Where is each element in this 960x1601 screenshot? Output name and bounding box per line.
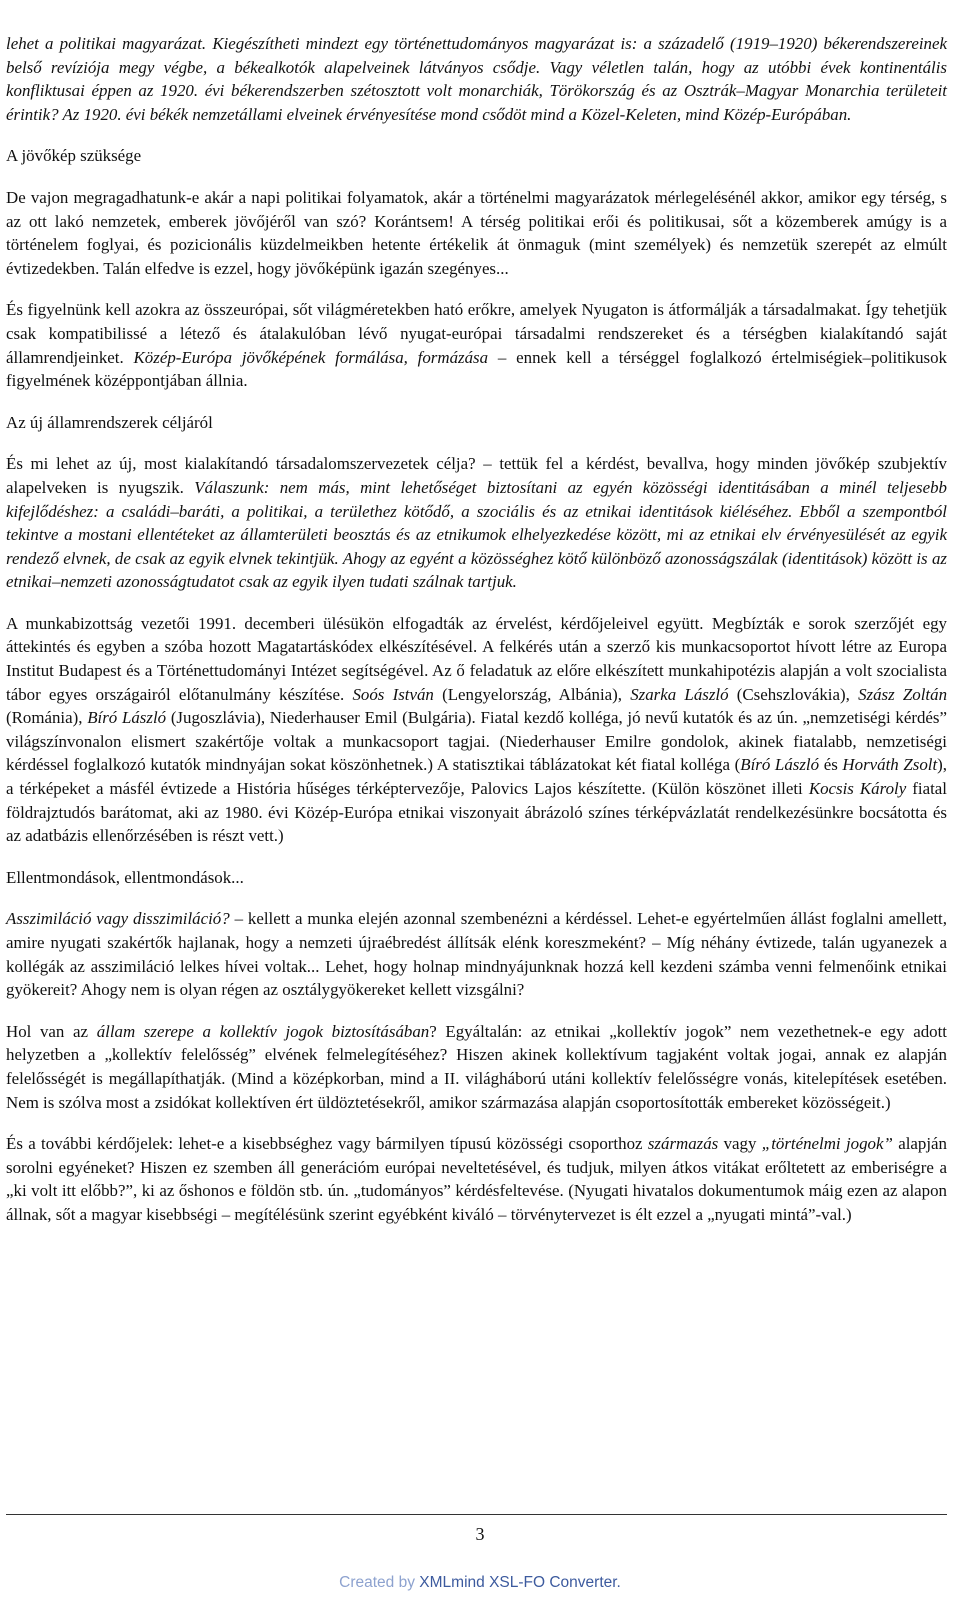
section-heading-contradictions: Ellentmondások, ellentmondások... [6,867,244,887]
person-name: Soós István [352,684,434,704]
paragraph-europe [6,298,947,392]
paragraph-future: De vajon megragadhatunk-e akár a napi politikai folyamatok, akár a történelmi magyarázatok mérlegelésénél akkor, amikor egy térség, s az ott lakó nemzetek, emberek jövőjéről van szó? Korántsem! A térség politikai erői és politikusai, sőt a közemberek amúgy is a történelem foglyai, és pozicionális küzdelmeikben hetente értékelik át önmaguk (mint személyek) és nemzetük szerepét az elmúlt évtizedekben. Talán elfedve is ezzel, hogy jövőképünk igazán szegényes... [6,187,947,278]
paragraph-goals [6,452,947,594]
text-span: – ennek kell a térséggel foglalkozó értelmiségiek–politikusok figyelmének középpontjában állnia. [6,347,947,391]
person-name: Bíró László [740,755,820,775]
emphasis-span: származás [647,1134,719,1154]
person-name: Bíró László [87,708,167,728]
paragraph-collective-rights [6,1020,947,1114]
section-heading-goals: Az új államrendszerek céljáról [6,412,213,432]
paragraph-further-questions [6,1132,947,1226]
paragraph-committee [6,612,947,848]
emphasis-span: Asszimiláció vagy disszimiláció? [6,909,230,929]
text-span: A munkabizottság vezetői 1991. decemberi ülésükön elfogadták az érvelést, kérdőjeleivel együtt. Megbízták e sorok szerzőjét egy áttekintés és egyben a szóba hozott Magatartáskódex elkészítésével. A felkérés után a szerző kis munkacsoportot hívott létre az Europa Institut Budapest és a Történettudományi Intézet segítségével. Az ő feladatuk az előre elkészített munkahipotézis alapján a volt szocialista tábor egyes országairól előtanulmány készítése. [6,613,947,704]
converter-watermark [0,1574,960,1592]
text-span: Hol van az [6,1021,89,1041]
text-span: És figyelnünk kell azokra az összeurópai, sőt világméretekben ható erőkre, amelyek Nyugaton is átformálják a társadalmakat. Így tehetjük csak kompatibilissé a létező és átalakulóban lévő nyugat-európai társadalmi rendszereket és a térségben kialakítandó saját államrendjeinket. [6,300,947,367]
paragraph-assimilation [6,907,947,1001]
text-span: (Románia), [6,708,83,728]
footer-divider [6,1514,947,1515]
converter-suffix: XSL-FO Converter. [489,1574,621,1591]
person-name: Szarka László [630,684,729,704]
text-span: (Csehszlovákia), [736,684,850,704]
converter-brand: XMLmind [419,1574,485,1591]
text-span: És a további kérdőjelek: lehet-e a kisebbséghez vagy bármilyen típusú közösségi csoporthoz [6,1134,643,1154]
emphasis-span: Válaszunk: nem más, mint lehetőséget biztosítani az egyén közösségi identitásában a minél teljesebb kifejlődéshez: a családi–baráti, a politikai, a területhez kötődő, a szociális és az etnikai identitások kiéléséhez. Ebből a szempontból tekintve a mostani ellentéteket az államterületi beosztás és az etnikumok elhelyezkedése között, mi az etnikai elv érvényesülését az egyik rendező elvnek, de csak az egyik elvnek tekintjük. Ahogy az egyént a közösséghez kötő különböző azonosságszálak (identitások) között is az etnikai–nemzeti azonosságtudatot csak az egyik ilyen tudati szálnak tartjuk. [6,477,948,592]
emphasis-span: állam szerepe a kollektív jogok biztosításában [96,1021,430,1041]
text-span: és [823,755,838,775]
emphasis-span: „történelmi jogok” [761,1134,893,1154]
text-span: alapján sorolni egyéneket? Hiszen ez szemben áll generációm európai neveltetésével, és tudjuk, milyen átkos vitákat erőltetett az emberiségre a „ki volt itt előbb?”, ki az őshonos e földön stb. ún. „tudományos” kérdésfeltevése. (Nyugati hivatalos dokumentumok máig ezen az alapon állnak, sőt a magyar kisebbségi – megítélésünk szerint egyébként kiváló – törvénytervezet is élt ezzel a „nyugati mintá”-val.) [6,1134,947,1224]
page-number: 3 [475,1524,485,1544]
text-span: – kellett a munka elején azonnal szembenézni a kérdéssel. Lehet-e egyértelműen állást foglalni amellett, amire nyugati szakértők hajlanak, hogy a nemzeti újraébredést állítsák elénk koreszmeként? – Míg néhány évtizede, talán ugyanezek a kollégák az asszimiláció lelkes hívei voltak... Lehet, hogy holnap mindnyájunknak hozzá kell kezdeni számba venni felmenőink etnikai gyökereit? Ahogy nem is olyan régen az osztálygyökereket kellett vizsgálni? [6,909,947,1000]
text-span: ), a térképeket a másfél évtizede a História hűséges térképtervezője, Palovics Lajos készítette. (Külön köszönet illeti [6,755,948,799]
paragraph-intro: lehet a politikai magyarázat. Kiegészítheti mindezt egy történettudományos magyarázat is: a századelő (1919–1920) békerendszereinek belső revíziója megy végbe, a békealkotók alapelveinek látványos csődje. Vagy véletlen talán, hogy az utóbbi évek kontinentális konfliktusai éppen az 1920. évi békerendszerben szétosztott volt monarchiák, Törökország és az Osztrák–Magyar Monarchia területeit érintik? Az 1920. évi békék nemzetállami elveinek érvényesítése mond csődöt mind a Közel-Keleten, mind Közép-Európában. [6,34,947,124]
text-span: (Lengyelország, Albánia), [442,684,622,704]
person-name: Kocsis Károly [808,779,907,799]
section-heading-future: A jövőkép szüksége [6,146,142,166]
text-span: És mi lehet az új, most kialakítandó társadalomszervezetek célja? – tettük fel a kérdést, bevallva, hogy minden jövőkép szubjektív alapelveken is nyugszik. [6,454,947,497]
text-span: (Jugoszlávia), Niederhauser Emil (Bulgária). Fiatal kezdő kolléga, jó nevű kutatók és az ún. „nemzetiségi kérdés” világszínvonalon elismert szakértője voltak a munkacsoport tagjai. (Niederhauser Emilre gondolok, akinek fiatalabb, nemzetiségi kérdéssel foglalkozó kutatók mindnyájan sokat köszönhetnek.) A statisztikai táblázatokat két fiatal kolléga ( [6,708,947,775]
converter-prefix: Created by [339,1574,415,1591]
document-page [6,32,947,1245]
person-name: Horváth Zsolt [842,755,938,775]
person-name: Szász Zoltán [858,684,948,704]
emphasis-span: Közép-Európa jövőképének formálása, formázása [133,347,489,367]
text-span: vagy [723,1134,757,1154]
text-span: ? Egyáltalán: az etnikai „kollektív jogok” nem vezethetnek-e egy adott helyzetben a „kollektív felelősség” elvének felmelegítéséhez? Hiszen akinek kollektívum tagjaként voltak jogai, annak ez alapján felelősségét is megállapíthatják. (Mind a középkorban, mind a II. világháború utáni kollektív felelősségre vonás, kitelepítések esetében. Nem is szólva most a zsidókat kollektíven ért üldöztetésekről, amikor származása alapján csoportosították embereket közösségeit.) [6,1021,947,1112]
text-span: fiatal földrajztudós barátomat, aki az 1980. évi Közép-Európa etnikai viszonyait ábrázoló színes térképvázlatát rendelkezésünkre bocsátotta és az adatbázis ellenőrzésében is részt vett.) [6,779,947,846]
